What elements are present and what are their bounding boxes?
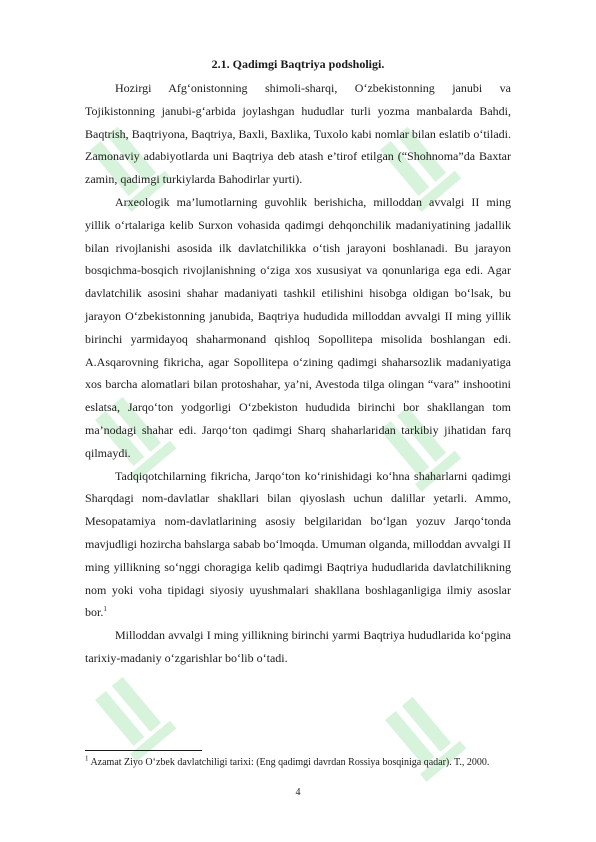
footnote [85, 754, 511, 768]
footnote-text: Azamat Ziyo O‘zbek davlatchiligi tarixi: (Eng qadimgi davrdan Rossiya bosqiniga qadar). T., 2000. [90, 757, 490, 768]
page-number: 4 [295, 787, 301, 798]
paragraph-4: Milloddan avvalgi I ming yillikning birinchi yarmi Baqtriya hududlarida ko‘pgina tarixiy-madaniy o‘zgarishlar bo‘lib o‘tadi. [85, 628, 511, 665]
paragraph-3-text: Tadqiqotchilarning fikricha, Jarqo‘ton ko‘rinishidagi ko‘hna shaharlarni qadimgi Sharqdagi nom-davlatlar shakllari bilan qiyoslash uchun dalillar yetarli. Ammo, Mesopatamiya nom-davlatlarining asosiy belgilaridan bo‘lgan yozuv Jarqo‘tonda mavjudligi hozircha bahslarga sabab bo‘lmoqda. Umuman olganda, milloddan avvalgi II ming yillikning so‘nggi choragiga kelib qadimgi Baqtriya hududlarida davlatchilikning nom yoki voha tipidagi siyosiy uyushmalari shakllana boshlaganligiga ilmiy asoslar bor. [85, 468, 511, 620]
watermark-logo-bottom-left [89, 672, 176, 762]
section-heading: 2.1. Qadimgi Baqtriya podsholigi. [211, 57, 385, 71]
footnote-reference[interactable]: 1 [103, 605, 107, 614]
paragraph-1: Hozirgi Afg‘onistonning shimoli-sharqi, O‘zbekistonning janubi va Tojikistonning janubi-g‘arbida joylashgan hududlar turli yozma manbalarda Bahdi, Baqtrish, Baqtriyona, Baqtriya, Baxli, Baxlika, Tuxolo kabi nomlar bilan eslatib o‘tiladi. Zamonaviy adabiyotlarda uni Baqtriya deb atash e’tirof etilgan (“Shohnoma”da Baxtar zamin, qadimgi turkiylarda Bahodirlar yurti). [85, 81, 511, 187]
watermark-logo-bottom-right [379, 692, 466, 782]
document-body [85, 55, 511, 670]
footnote-divider [85, 750, 202, 751]
footnote-marker: 1 [85, 754, 89, 763]
paragraph-2: Arxeologik ma’lumotlarning guvohlik berishicha, milloddan avvalgi II ming yillik o‘rtalariga kelib Surxon vohasida qadimgi dehqonchilik madaniyatining jadallik bilan rivojlanishi asosida ilk davlatchilikka o‘tish jarayoni boshlanadi. Bu jarayon bosqichma-bosqich rivojlanishning o‘ziga xos xususiyat va qonunlariga ega edi. Agar davlatchilik asosini shahar madaniyati tashkil etilishini hisobga oldigan bo‘lsak, bu jarayon O‘zbekistonning janubida, Baqtriya hududida milloddan avvalgi II ming yillik birinchi yarmidayoq shaharmonand qishloq Sopollitepa misolida boshlangan edi. A.Asqarovning fikricha, agar Sopollitepa o‘zining qadimgi shaharsozlik madaniyatiga xos barcha alomatlari bilan protoshahar, ya’ni, Avestoda tilga olingan “vara” inshootini eslatsa, Jarqo‘ton yodgorligi O‘zbekiston hududida birinchi bor shakllangan tom ma’nodagi shahar edi. Jarqo‘ton qadimgi Sharq shaharlaridan tarkibiy jihatidan farq qilmaydi. [85, 194, 511, 460]
paragraph-3 [85, 465, 511, 625]
